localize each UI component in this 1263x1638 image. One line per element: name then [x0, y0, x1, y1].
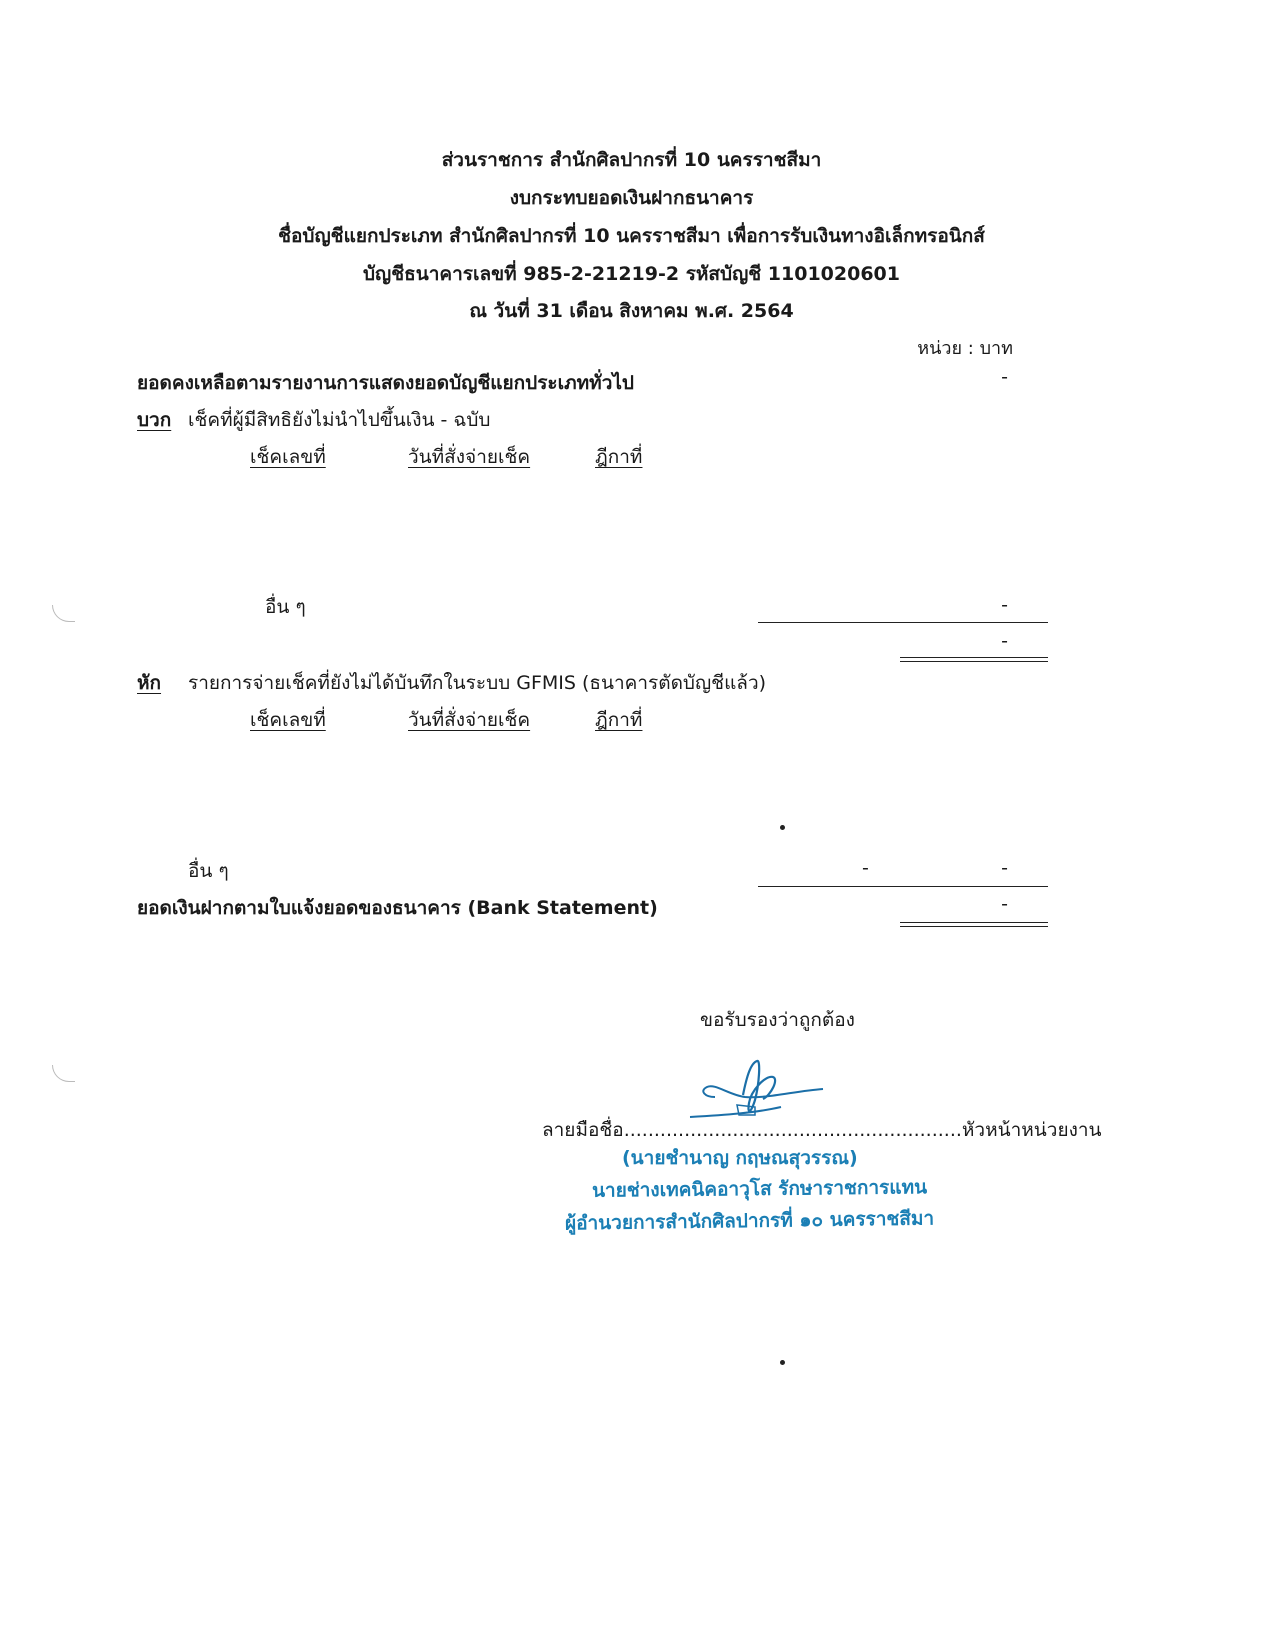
- bank-statement-value: -: [1001, 893, 1008, 915]
- add-other-underline: [758, 622, 1048, 623]
- deduct-col-voucher-no: ฎีกาที่: [595, 709, 643, 731]
- deduct-description: รายการจ่ายเช็คที่ยังไม่ได้บันทึกในระบบ GFMIS (ธนาคารตัดบัญชีแล้ว): [188, 672, 767, 694]
- deduct-other-value: -: [1001, 857, 1008, 879]
- punch-mark-2: [52, 1065, 75, 1082]
- header-date: ณ วันที่ 31 เดือน สิงหาคม พ.ศ. 2564: [469, 300, 794, 322]
- certify-text: ขอรับรองว่าถูกต้อง: [700, 1009, 855, 1031]
- deduct-col-cheque-no: เช็คเลขที่: [250, 709, 326, 731]
- stamp-position-acting: นายช่างเทคนิคอาวุโส รักษาราชการแทน: [591, 1176, 928, 1202]
- add-description: เช็คที่ผู้มีสิทธิยังไม่นำไปขึ้นเงิน - ฉบับ: [188, 409, 491, 431]
- add-col-cheque-date: วันที่สั่งจ่ายเช็ค: [408, 446, 531, 468]
- signature-suffix: หัวหน้าหน่วยงาน: [961, 1119, 1102, 1141]
- header-title: งบกระทบยอดเงินฝากธนาคาร: [509, 187, 754, 209]
- add-col-voucher-no: ฎีกาที่: [595, 446, 643, 468]
- signature-line: [542, 1115, 1102, 1145]
- stamp-name: (นายชำนาญ กฤษณสุวรรณ): [622, 1147, 858, 1169]
- deduct-other-underline: [758, 886, 1048, 887]
- add-other-label: อื่น ๆ: [265, 596, 306, 618]
- signature-dots: ........................................................: [623, 1119, 962, 1141]
- gl-balance-value: -: [1001, 366, 1008, 388]
- add-col-cheque-no: เช็คเลขที่: [250, 446, 326, 468]
- signature-prefix: ลายมือชื่อ: [542, 1119, 624, 1141]
- add-other-value: -: [1001, 594, 1008, 616]
- add-subtotal-double-underline: [900, 657, 1048, 662]
- deduct-other-label: อื่น ๆ: [188, 860, 229, 882]
- header-account-number: บัญชีธนาคารเลขที่ 985-2-21219-2 รหัสบัญชี 1101020601: [362, 263, 900, 285]
- gl-balance-label: ยอดคงเหลือตามรายงานการแสดงยอดบัญชีแยกประเภททั่วไป: [137, 372, 634, 394]
- deduct-col-cheque-date: วันที่สั่งจ่ายเช็ค: [408, 709, 531, 731]
- scan-dot: [780, 825, 785, 830]
- add-subtotal-value: -: [1001, 630, 1008, 652]
- add-label: บวก: [137, 409, 172, 431]
- scan-dot-2: [780, 1360, 785, 1365]
- bank-statement-label: ยอดเงินฝากตามใบแจ้งยอดของธนาคาร (Bank Statement): [137, 897, 658, 919]
- unit-label: หน่วย : บาท: [917, 338, 1013, 359]
- header-account-name: ชื่อบัญชีแยกประเภท สำนักศิลปากรที่ 10 นครราชสีมา เพื่อการรับเงินทางอิเล็กทรอนิกส์: [278, 225, 985, 247]
- deduct-other-value-mid: -: [862, 857, 869, 879]
- deduct-label: หัก: [137, 672, 162, 694]
- stamp-position-director: ผู้อำนวยการสำนักศิลปากรที่ ๑๐ นครราชสีมา: [564, 1207, 935, 1235]
- bank-statement-double-underline: [900, 922, 1048, 927]
- punch-mark-1: [52, 605, 75, 622]
- header-agency: ส่วนราชการ สำนักศิลปากรที่ 10 นครราชสีมา: [441, 149, 822, 171]
